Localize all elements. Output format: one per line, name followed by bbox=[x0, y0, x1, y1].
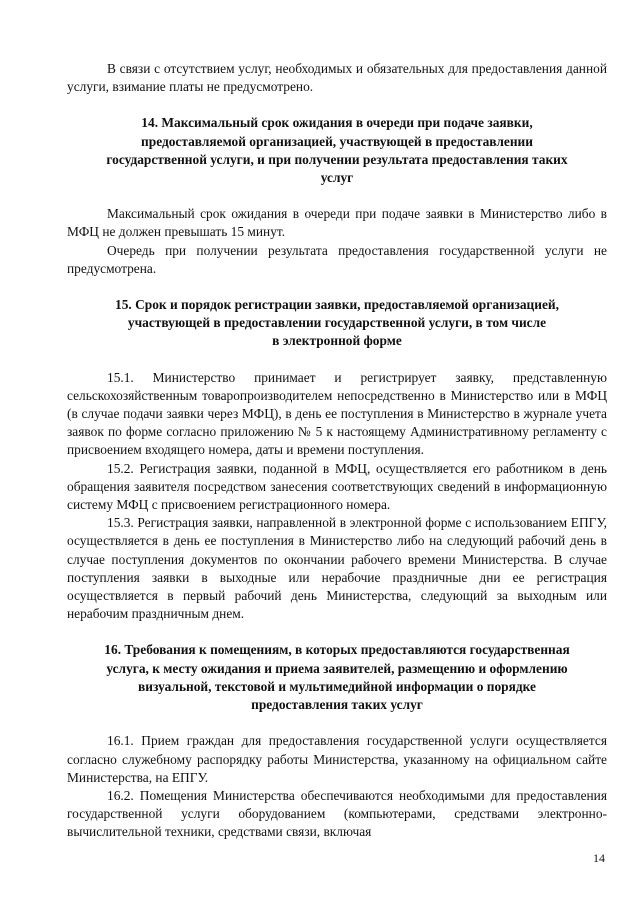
page-number: 14 bbox=[593, 851, 605, 865]
heading-line: предоставления таких услуг bbox=[251, 697, 423, 713]
section-16-paragraph: 16.2. Помещения Министерства обеспечиваются необходимыми для предоставления государственной услуги оборудованием (компьютерами, средствами электронно-вычислительной техники, средствами связи, включая bbox=[67, 787, 607, 840]
heading-line: 15. Срок и порядок регистрации заявки, предоставляемой организацией, bbox=[115, 297, 559, 313]
section-14-heading bbox=[67, 114, 607, 187]
heading-line: 16. Требования к помещениям, в которых предоставляются государственная bbox=[104, 642, 570, 658]
section-16-heading bbox=[67, 641, 607, 714]
heading-line: услуг bbox=[320, 170, 354, 186]
intro-paragraph: В связи с отсутствием услуг, необходимых и обязательных для предоставления данной услуги, взимание платы не предусмотрено. bbox=[67, 61, 607, 95]
heading-line: предоставляемой организацией, участвующей в предоставлении bbox=[141, 133, 533, 149]
section-14-paragraph: Очередь при получении результата предоставления государственной услуги не предусмотрена. bbox=[67, 242, 607, 276]
heading-line: государственной услуги, и при получении результата предоставления таких bbox=[106, 151, 568, 167]
section-15-paragraph: 15.3. Регистрация заявки, направленной в электронной форме с использованием ЕПГУ, осуществляется в день ее поступления в Министерство либо на следующий рабочий день в случае поступления документов по окончании рабочего времени Министерства. В случае поступления заявки в выходные или нерабочие праздничные дни ее регистрация осуществляется в первый рабочий день Министерства, следующий за выходным или нерабочим праздничным днем. bbox=[67, 515, 607, 622]
heading-line: визуальной, текстовой и мультимедийной информации о порядке bbox=[138, 678, 536, 694]
document-page bbox=[67, 60, 607, 842]
section-15-heading bbox=[67, 296, 607, 351]
section-15-paragraph: 15.2. Регистрация заявки, поданной в МФЦ, осуществляется его работником в день обращения заявителя посредством занесения соответствующих сведений в информационную систему МФЦ с присвоением регистрационного номера. bbox=[67, 460, 607, 513]
heading-line: в электронной форме bbox=[272, 333, 402, 349]
heading-line: 14. Максимальный срок ожидания в очереди при подаче заявки, bbox=[141, 115, 533, 131]
heading-line: участвующей в предоставлении государственной услуги, в том числе bbox=[127, 315, 547, 331]
section-15-paragraph: 15.1. Министерство принимает и регистрирует заявку, представленную сельскохозяйственным товаропроизводителем непосредственно в Министерство или в МФЦ (в случае подачи заявки через МФЦ), в день ее поступления в Министерство в журнале учета заявок по форме согласно приложению № 5 к настоящему Административному регламенту с присвоением входящего номера, даты и времени поступления. bbox=[67, 369, 607, 458]
heading-line: услуга, к месту ожидания и приема заявителей, размещению и оформлению bbox=[106, 660, 568, 676]
section-16-paragraph: 16.1. Прием граждан для предоставления государственной услуги осуществляется согласно служебному распорядку работы Министерства, указанному на официальном сайте Министерства, на ЕПГУ. bbox=[67, 733, 607, 785]
section-14-paragraph: Максимальный срок ожидания в очереди при подаче заявки в Министерство либо в МФЦ не должен превышать 15 минут. bbox=[67, 206, 607, 240]
